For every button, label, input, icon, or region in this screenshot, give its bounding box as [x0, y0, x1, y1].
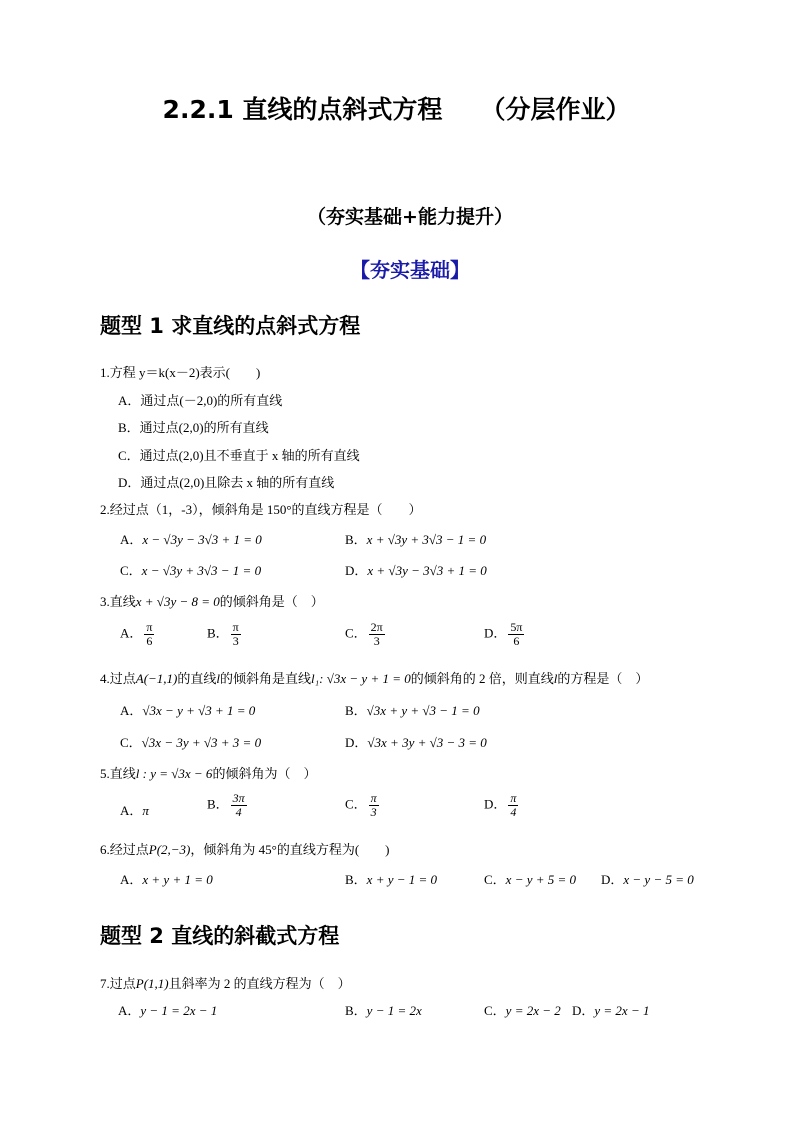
q3-option-a: [120, 621, 154, 648]
denominator: 6: [513, 634, 520, 648]
section-heading: 【夯实基础】: [350, 258, 470, 282]
stem-text: 的方程是（ ）: [557, 671, 649, 686]
q6-option-d: [601, 869, 694, 888]
option-letter: D．: [601, 872, 624, 887]
q2-option-d: [345, 560, 487, 579]
subtitle: （夯实基础+能力提升）: [307, 206, 513, 228]
stem-text: 的倾斜角为（ ）: [212, 766, 317, 781]
option-letter: D．: [484, 625, 507, 641]
option-letter: B．: [345, 703, 367, 718]
stem-text: 3.直线: [100, 594, 136, 609]
numerator: π: [146, 620, 153, 634]
option-letter: C．: [120, 735, 142, 750]
option-letter: B．: [207, 625, 229, 641]
numerator: 5π: [510, 620, 523, 634]
option-letter: A．: [118, 1003, 141, 1018]
option-letter: A．: [120, 625, 143, 641]
option-letter: D．: [345, 563, 368, 578]
stem-text: 的直线: [177, 671, 217, 686]
question-6-stem: [100, 839, 390, 858]
option-expr: √3x + y + √3 − 1 = 0: [366, 703, 480, 718]
option-letter: C．: [345, 625, 367, 641]
fraction: [508, 792, 518, 819]
stem-math: A(−1,1): [135, 671, 178, 686]
option-letter: B．: [345, 1003, 367, 1018]
q2-option-d-expr: x + √3y − 3√3 + 1 = 0: [367, 563, 487, 578]
fraction: [508, 621, 524, 648]
denominator: 4: [510, 805, 517, 819]
page-title: [0, 90, 793, 126]
q7-option-a: [118, 1000, 217, 1019]
q2-option-a-expr: x − √3y − 3√3 + 1 = 0: [142, 532, 262, 547]
option-letter: D．: [572, 1003, 595, 1018]
q3-option-d: [484, 621, 524, 648]
fraction: [369, 621, 385, 648]
stem-text: 7.过点: [100, 976, 136, 991]
option-letter: A．: [120, 532, 143, 547]
option-expr: √3x − 3y + √3 + 3 = 0: [141, 735, 262, 750]
stem-text: 6.经过点: [100, 842, 149, 857]
question-4-stem: [100, 668, 648, 687]
q2-option-b: [345, 529, 486, 548]
q5-option-c: [345, 792, 379, 819]
option-expr: π: [142, 803, 149, 818]
question-1-stem: 1.方程 y＝k(x－2)表示( ): [100, 365, 261, 380]
stem-math: l : y = √3x − 6: [135, 766, 213, 781]
q7-option-b: [345, 1000, 422, 1019]
option-expr: y = 2x − 1: [594, 1003, 650, 1018]
option-expr: √3x − y + √3 + 1 = 0: [142, 703, 256, 718]
option-letter: A．: [120, 872, 143, 887]
q5-option-b: [207, 792, 247, 819]
q4-option-d: [345, 732, 487, 751]
option-expr: y − 1 = 2x − 1: [140, 1003, 218, 1018]
option-letter: B．: [345, 872, 367, 887]
question-5-stem: [100, 763, 316, 782]
question-7-stem: [100, 973, 351, 992]
denominator: 6: [146, 634, 153, 648]
q6-option-c: [484, 869, 576, 888]
question-3-stem: [100, 591, 324, 610]
q1-option-d: D．通过点(2,0)且除去 x 轴的所有直线: [118, 475, 335, 490]
numerator: π: [370, 791, 377, 805]
q2-option-b-expr: x + √3y + 3√3 − 1 = 0: [366, 532, 487, 547]
stem-text: 的倾斜角是（ ）: [219, 594, 324, 609]
option-expr: y = 2x − 2: [505, 1003, 561, 1018]
q5-option-a: [120, 800, 149, 819]
q6-option-b: [345, 869, 437, 888]
option-expr: x − y − 5 = 0: [623, 872, 694, 887]
option-letter: B．: [207, 796, 229, 812]
option-letter: C．: [484, 1003, 506, 1018]
question-2-stem: 2.经过点（1，-3），倾斜角是 150°的直线方程是（ ）: [100, 502, 422, 517]
option-expr: y − 1 = 2x: [366, 1003, 422, 1018]
q4-option-c: [120, 732, 261, 751]
option-letter: B．: [345, 532, 367, 547]
denominator: 4: [235, 805, 242, 819]
title-main: 2.2.1 直线的点斜式方程: [162, 95, 443, 124]
numerator: 2π: [370, 620, 383, 634]
q2-option-c-expr: x − √3y + 3√3 − 1 = 0: [141, 563, 262, 578]
fraction: [144, 621, 154, 648]
fraction: [231, 621, 241, 648]
denominator: 3: [370, 805, 377, 819]
q5-option-d: [484, 792, 518, 819]
stem-text: 且斜率为 2 的直线方程为（ ）: [168, 976, 351, 991]
option-expr: x − y + 5 = 0: [505, 872, 577, 887]
option-letter: A．: [120, 803, 143, 818]
stem-math: x + √3y − 8 = 0: [135, 594, 220, 609]
option-letter: A．: [120, 703, 143, 718]
stem-math: l: [553, 671, 558, 686]
option-expr: x + y − 1 = 0: [366, 872, 438, 887]
q7-option-c: [484, 1000, 561, 1019]
option-expr: x + y + 1 = 0: [142, 872, 213, 887]
stem-math: l₁: √3x − y + 1 = 0: [311, 671, 411, 686]
option-letter: D．: [345, 735, 368, 750]
stem-text: 的倾斜角是直线: [220, 671, 312, 686]
stem-text: 的倾斜角的 2 倍，则直线: [410, 671, 554, 686]
q1-option-c: C．通过点(2,0)且不垂直于 x 轴的所有直线: [118, 448, 360, 463]
stem-text: 5.直线: [100, 766, 136, 781]
stem-math: P(1,1): [135, 976, 169, 991]
title-tag: （分层作业）: [480, 95, 631, 124]
numerator: π: [510, 791, 517, 805]
fraction: [231, 792, 247, 819]
denominator: 3: [232, 634, 239, 648]
stem-math: P(2,−3): [148, 842, 191, 857]
topic-heading-1: 题型 1 求直线的点斜式方程: [100, 314, 361, 338]
topic-heading-2: 题型 2 直线的斜截式方程: [100, 924, 340, 948]
option-expr: √3x + 3y + √3 − 3 = 0: [367, 735, 487, 750]
q4-option-a: [120, 700, 255, 719]
q6-option-a: [120, 869, 213, 888]
option-letter: D．: [484, 796, 507, 812]
stem-text: ，倾斜角为 45°的直线方程为( ): [190, 842, 390, 857]
option-letter: C．: [484, 872, 506, 887]
stem-text: 4.过点: [100, 671, 136, 686]
q1-option-b: B．通过点(2,0)的所有直线: [118, 420, 269, 435]
option-letter: C．: [120, 563, 142, 578]
q3-option-b: [207, 621, 241, 648]
numerator: π: [232, 620, 239, 634]
option-letter: C．: [345, 796, 367, 812]
fraction: [369, 792, 379, 819]
q1-option-a: A．通过点(－2,0)的所有直线: [118, 393, 283, 408]
numerator: 3π: [232, 791, 245, 805]
q7-option-d: [572, 1000, 649, 1019]
denominator: 3: [373, 634, 380, 648]
q2-option-a: [120, 529, 262, 548]
q4-option-b: [345, 700, 480, 719]
stem-math: l: [216, 671, 221, 686]
q2-option-c: [120, 560, 261, 579]
q3-option-c: [345, 621, 385, 648]
